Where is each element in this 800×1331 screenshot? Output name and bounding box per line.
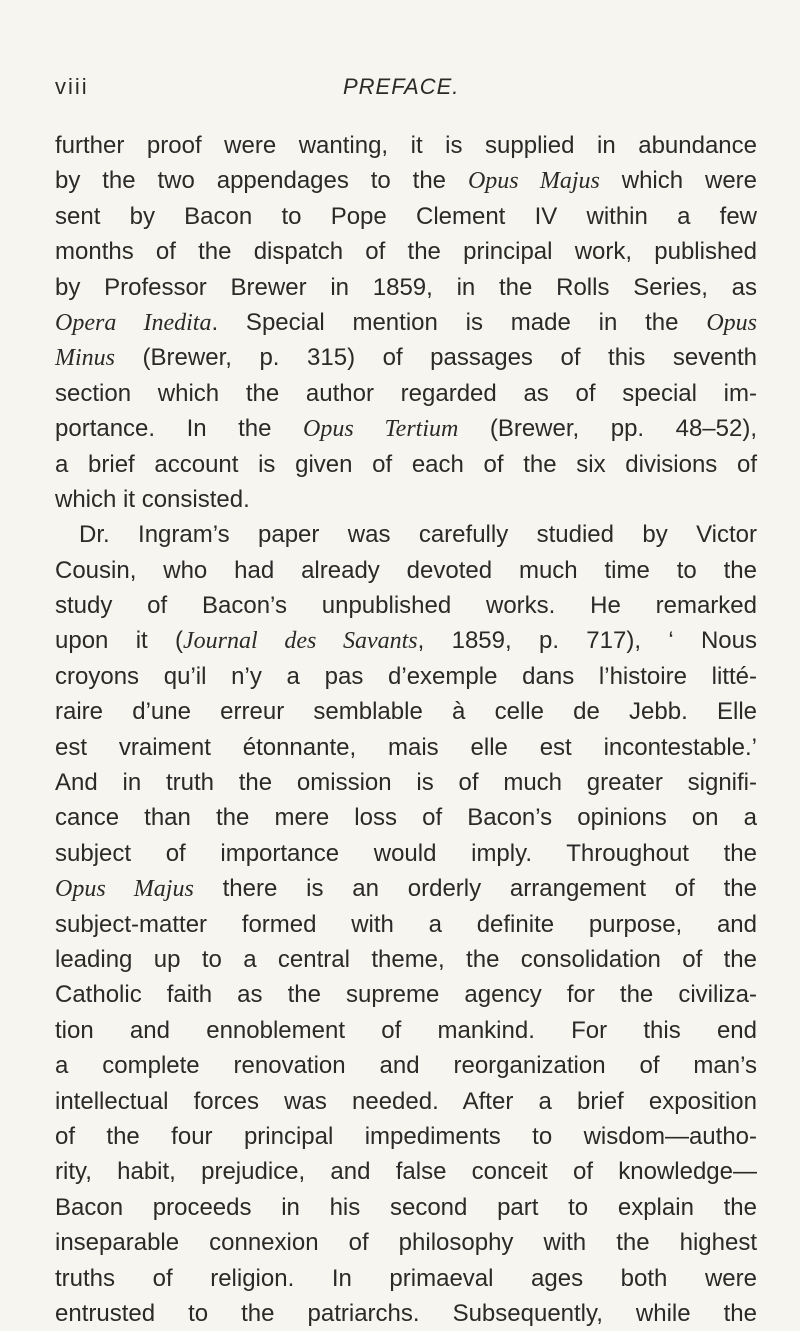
text-line: [55, 871, 757, 906]
text-run: further proof were wanting, it is supplied in abundance: [55, 132, 757, 159]
text-line: [55, 942, 757, 977]
text-run: Dr. Ingram’s paper was carefully studied by Victor: [79, 521, 757, 549]
page-number: viii: [55, 74, 89, 99]
text-line: [55, 411, 757, 446]
text-run: a brief account is given of each of the six divisions of: [55, 450, 757, 478]
text-run: of the four principal impediments to wisdom—autho-: [55, 1122, 757, 1150]
body-text: [55, 128, 757, 1331]
italic-text: Opus Tertium: [303, 416, 459, 443]
text-line: [55, 694, 757, 729]
text-line: [55, 305, 757, 340]
text-line: [55, 163, 757, 198]
text-run: rity, habit, prejudice, and false conceit of knowledge—: [55, 1158, 757, 1186]
text-run: (Brewer, pp. 48–52),: [458, 415, 757, 443]
text-line: [55, 1296, 757, 1331]
text-run: raire d’une erreur semblable à celle de Jebb. Elle: [55, 698, 757, 726]
text-line: [55, 977, 757, 1012]
italic-text: Opus Majus: [55, 876, 194, 903]
text-run: by Professor Brewer in 1859, in the Rolls Series, as: [55, 273, 757, 301]
text-line: [55, 340, 757, 375]
text-line: [55, 1154, 757, 1189]
text-run: leading up to a central theme, the consolidation of the: [55, 945, 757, 973]
text-run: which it consisted.: [55, 485, 250, 513]
text-run: . Special mention is made in the: [211, 308, 707, 336]
text-line: [55, 517, 757, 552]
text-line: [55, 1190, 757, 1225]
text-line: [55, 270, 757, 305]
text-run: croyons qu’il n’y a pas d’exemple dans l’histoire litté-: [55, 662, 757, 690]
italic-text: Opus: [706, 309, 757, 336]
text-run: (Brewer, p. 315) of passages of this seventh: [115, 344, 757, 372]
text-line: [55, 1261, 757, 1296]
italic-text: Minus: [55, 345, 115, 372]
text-run: , 1859, p. 717), ‘ Nous: [417, 627, 757, 655]
text-line: [55, 588, 757, 623]
text-run: sent by Bacon to Pope Clement IV within a few: [55, 202, 757, 230]
text-line: [55, 800, 757, 835]
text-line: [55, 659, 757, 694]
text-run: est vraiment étonnante, mais elle est incontestable.’: [55, 733, 757, 761]
text-line: [55, 765, 757, 800]
text-run: subject of importance would imply. Throughout the: [55, 839, 757, 867]
text-run: subject-matter formed with a definite purpose, and: [55, 910, 757, 938]
text-line: [55, 482, 757, 517]
text-line: [55, 836, 757, 871]
italic-text: Opera Inedita: [55, 309, 212, 336]
italic-text: Opus Majus: [467, 168, 600, 195]
text-line: [55, 1119, 757, 1154]
text-run: tion and ennoblement of mankind. For this end: [55, 1016, 757, 1044]
text-run: Cousin, who had already devoted much time to the: [55, 556, 757, 584]
text-run: Catholic faith as the supreme agency for the civiliza-: [55, 981, 757, 1009]
text-run: section which the author regarded as of special im-: [55, 379, 757, 407]
text-line: [55, 199, 757, 234]
text-line: [55, 730, 757, 765]
text-run: cance than the mere loss of Bacon’s opinions on a: [55, 804, 757, 832]
text-run: truths of religion. In primaeval ages both were: [55, 1264, 757, 1292]
text-line: [55, 376, 757, 411]
text-line: [55, 1013, 757, 1048]
text-run: inseparable connexion of philosophy with the highest: [55, 1229, 757, 1257]
text-run: And in truth the omission is of much greater signifi-: [55, 769, 757, 797]
text-line: [55, 447, 757, 482]
text-line: [55, 128, 757, 163]
text-line: [55, 553, 757, 588]
text-line: [55, 1048, 757, 1083]
page-header: [55, 74, 755, 108]
text-run: months of the dispatch of the principal work, published: [55, 238, 757, 266]
text-run: study of Bacon’s unpublished works. He remarked: [55, 592, 757, 620]
text-run: by the two appendages to the: [55, 167, 468, 195]
text-line: [55, 234, 757, 269]
text-run: there is an orderly arrangement of the: [193, 875, 757, 903]
text-line: [55, 907, 757, 942]
text-run: upon it (: [55, 627, 184, 655]
text-run: entrusted to the patriarchs. Subsequently, while the: [55, 1299, 757, 1327]
text-run: Bacon proceeds in his second part to explain the: [55, 1193, 757, 1221]
text-run: which were: [599, 167, 758, 195]
italic-text: Journal des Savants: [183, 628, 418, 655]
text-line: [55, 623, 757, 658]
text-line: [55, 1084, 757, 1119]
text-run: portance. In the: [55, 415, 303, 443]
text-run: intellectual forces was needed. After a brief exposition: [55, 1087, 757, 1115]
text-run: a complete renovation and reorganization of man’s: [55, 1052, 757, 1080]
text-line: [55, 1225, 757, 1260]
running-title: PREFACE.: [343, 74, 460, 99]
